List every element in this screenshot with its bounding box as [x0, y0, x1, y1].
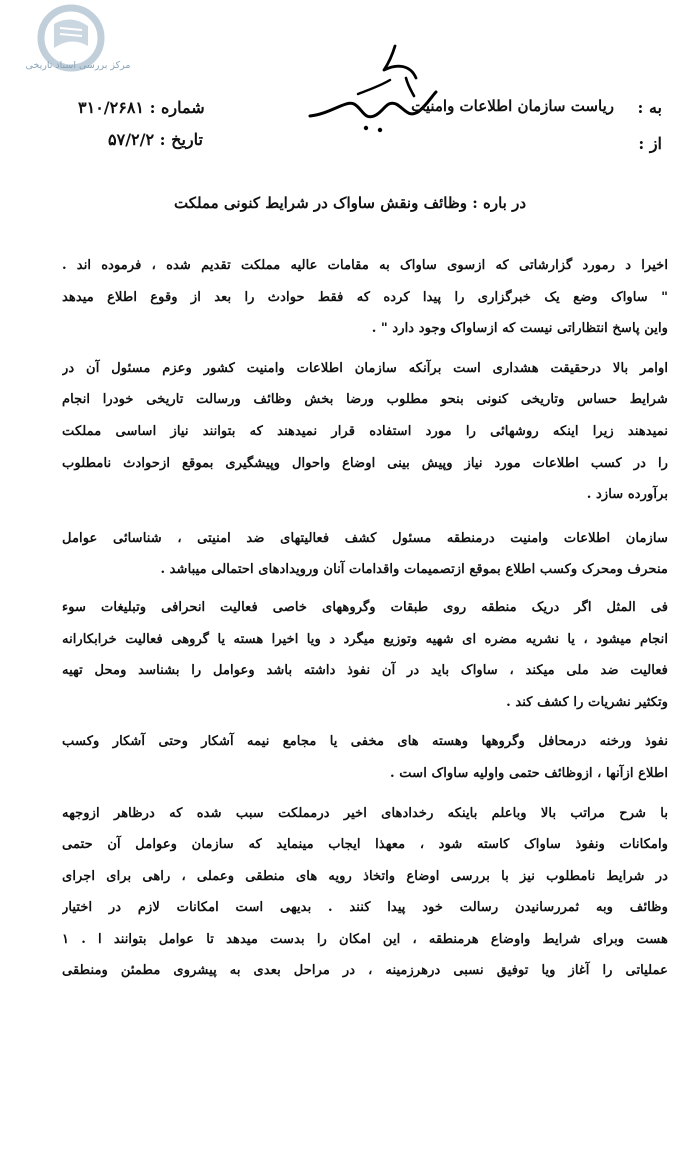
text-line: با شرح مراتب بالا وباعلم باینکه رخدادهای اخیر درمملکت سبب شده که درظاهر ازوجهه: [62, 805, 668, 821]
text-line: برآورده سازد .: [586, 487, 668, 503]
archive-caption: مرکز بررسی اسناد تاریخی: [25, 60, 131, 71]
text-line: اطلاع ازآنها ، ازوظائف حتمی واولیه ساواک است .: [390, 765, 668, 781]
text-line: نمیدهند زیرا اینکه روشهائی را مورد استفاده قرار نمیدهند که بتوانند نیاز اساسی مملکت: [62, 423, 668, 439]
letter-date: تاریخ : ۵۷/۲/۲: [108, 130, 203, 149]
text-line: را در کسب اطلاعات مورد نیاز وپیش بینی اوضاع واحوال وپیشگیری بموقع ازحوادث نامطلوب: [62, 455, 668, 471]
text-line: فی المثل اگر دریک منطقه روی طبقات وگروههای خاصی فعالیت انحرافی وتبلیغات سوء: [62, 599, 668, 615]
text-line: شرایط حساس وتاریخی کنونی بنحو مطلوب ورضا بخش وظائف ورسالت تاریخی خودرا انجام: [62, 392, 668, 408]
text-line: نفوذ ورخنه درمحافل وگروهها وهسته های مخفی یا مجامع نیمه آشکار وحتی آشکار وکسب: [62, 734, 668, 750]
text-line: هست وبرای شرایط واوضاع هرمنطقه ، این امکان را بدست میدهد تا عوامل بتوانند ا . ۱: [62, 931, 668, 947]
text-line: عملیاتی را آغاز ویا توفیق نسبی درهرزمینه ، در مراحل بعدی به پیشروی مطمئن ومنطقی: [62, 963, 668, 979]
paragraph: [62, 798, 668, 988]
text-line: در شرایط نامطلوب نیز با بررسی اوضاع واتخاذ رویه های منطقی وعملی ، راهی برای اجرای: [62, 868, 668, 884]
text-line: منحرف ومحرک وکسب اطلاع بموقع ازتصمیمات واقدامات آنان ورویدادهای احتمالی میباشد .: [160, 562, 668, 578]
paragraph: [62, 726, 668, 789]
paragraph: [62, 250, 668, 345]
text-line: اوامر بالا درحقیقت هشداری است برآنکه سازمان اطلاعات وامنیت کشور وعزم مسئول آن در: [62, 360, 668, 376]
text-line: انجام میشود ، یا نشریه مضره ای شهیه وتوزیع میگرد د ویا اخیرا هسته یا گروهی فعالیت خرابکارانه: [62, 631, 668, 647]
paragraph: [62, 523, 668, 586]
to-label: به :: [637, 98, 662, 117]
text-line: واین پاسخ انتظاراتی نیست که ازساواک وجود دارد " .: [371, 321, 668, 337]
text-line: وتکثیر نشریات را کشف کند .: [506, 694, 668, 710]
recipient: ریاست سازمان اطلاعات وامنیت: [411, 97, 614, 115]
handwritten-note: [300, 34, 445, 144]
paragraph: [62, 592, 668, 718]
from-label: از :: [638, 134, 662, 153]
letter-number: شماره : ۳۱۰/۲۶۸۱: [78, 98, 205, 117]
text-line: سازمان اطلاعات وامنیت درمنطقه مسئول کشف فعالیتهای ضد امنیتی ، شناسائی عوامل: [62, 530, 668, 546]
paragraph: [62, 353, 668, 511]
text-line: وظائف وبه ثمررسانیدن رسالت خود پیدا کنند . بدیهی است امکانات لازم در اختیار: [62, 900, 668, 916]
subject-line: در باره : وظائف ونقش ساواک در شرایط کنونی مملکت: [174, 194, 526, 212]
letter-body: [62, 250, 668, 987]
text-line: اخیرا د رمورد گزارشاتی که ازسوی ساواک به مقامات عالیه مملکت تقدیم شده ، فرموده اند .: [62, 258, 668, 273]
text-line: " ساواک وضع یک خبرگزاری را پیدا کرده که فقط حوادث را بعد از وقوع اطلاع میدهد: [62, 289, 668, 305]
text-line: فعالیت ضد ملی میکند ، ساواک باید در آن نفوذ داشته باشد وعوامل را بشناسد ومحل تهیه: [62, 663, 668, 679]
text-line: وامکانات ونفوذ ساواک کاسته شود ، معهذا ایجاب مینماید که سازمان وعوامل آن حتمی: [62, 837, 668, 853]
